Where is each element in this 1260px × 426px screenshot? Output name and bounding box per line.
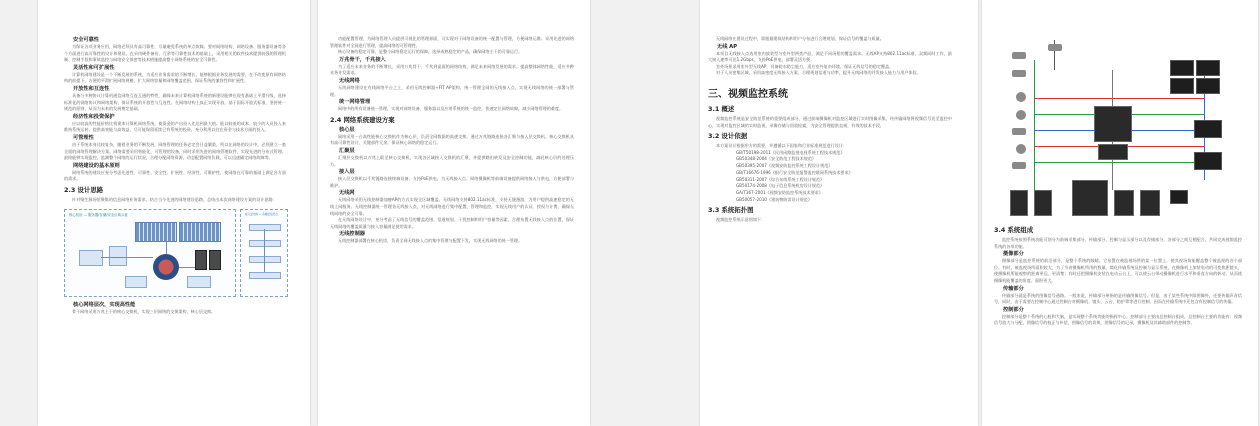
monitor-icon (1194, 120, 1222, 138)
paragraph: 为了适应未来业务的不断增长，采用万兆骨干、千兆到桌面的网络结构，满足未来网络发展的需求。提高整体网络性能，适应多种业务并发需求。 (330, 63, 574, 76)
monitor-icon (1196, 78, 1220, 94)
subheading: 经济性和投资保护 (73, 113, 115, 120)
rack-icon (195, 250, 207, 270)
standard-item: GA/T367-2001《视频安防监控系统技术要求》 (736, 189, 823, 195)
paragraph: 本项目无线接入点选用室内放装型与室外型两类产品，满足不同场景的覆盖需求。无线AP支持802.11ac标准，双频同时工作，最大接入速率可达1.2Gbps，支持PoE供电，部署灵活方便。 (708, 50, 952, 63)
dome-camera-icon (1016, 110, 1026, 120)
figure-access-title: 接入层交换 — 各楼层信息点 (245, 212, 278, 216)
subheading: 核心网络层次，实现高性能 (73, 301, 136, 308)
server-icon (79, 250, 103, 266)
subheading: 核心层 (339, 126, 355, 133)
paragraph: 无线网络在建设过程中，需根据建筑结构和用户分布进行合理规划，保证信号的覆盖与质量。 (716, 36, 884, 41)
section-heading: 2.3 设计思路 (64, 185, 104, 194)
subheading: 无线网络 (339, 77, 360, 84)
paragraph: 接入层交换机以千兆链路连接终端设备，支持PoE供电，为无线接入点、网络摄像机等前端设备提供网络接入与供电，方便部署与维护。 (330, 176, 574, 188)
page-3-content (700, 36, 978, 224)
monitor-icon (1170, 78, 1194, 94)
standard-item: GB50174-2008《电子信息系统机房设计规范》 (736, 183, 825, 189)
page-2 (318, 0, 590, 426)
paragraph: 应以较高的性能价格比构建本计算机网络系统，使资金的产出投入比达到最大值。能以较低的成本、较少的人员投入来维持系统运转，提供高效能与高效益。尽可能保留延续已有系统的投资，充分利用以往在资金与技术方面的投入。 (64, 120, 286, 133)
figure-core-area (64, 209, 236, 297)
subheading: 传输部分 (1003, 285, 1024, 292)
cctv-topology-diagram (994, 40, 1242, 218)
paragraph: 对于人员密集区域，采用高密度无线接入方案，合理规划信道与功率，提升无线网络的并发接入能力与用户体验。 (716, 70, 921, 76)
subheading: 汇聚层 (339, 147, 355, 154)
paragraph: 无线控制器部署在核心机房，负责全网无线接入点的集中管理与配置下发，实现无线网络的统一管理。 (338, 238, 523, 244)
section-text: 监控系统按照系统功能可划分为前端采集部分、传输部分、控制与显示部分以及存储部分，各部分之间互相配合，共同完成视频监控系统的各项功能。 (994, 237, 1242, 249)
switch-icon (1098, 144, 1128, 160)
dome-camera-icon (1016, 92, 1026, 102)
storage-icon (187, 276, 211, 288)
section-heading: 3.4 系统组成 (994, 226, 1034, 234)
section-text: 视频监控系统示意图如下： (716, 217, 766, 223)
page-1-content (38, 36, 310, 315)
camera-icon (1012, 52, 1026, 59)
rack-icon (1140, 190, 1160, 216)
figure-access-area (240, 209, 288, 297)
camera-icon (1012, 70, 1026, 77)
standard-item: GB/T16676-1996《银行安全防范报警监控联网系统技术要求》 (736, 169, 853, 175)
storage-icon (125, 276, 147, 288)
storage-array-icon (1072, 180, 1108, 216)
monitor-icon (1170, 60, 1194, 76)
link-line (179, 267, 195, 268)
rack-icon (1114, 190, 1134, 216)
page-4 (982, 0, 1258, 426)
paragraph: 具备与多种协议计算机通信网络互连互通的特性，确保未来计算机网络系统的新建设能够在现有基础上平滑升级，选择标准化的网络协议和网络架构，保证系统的开放性与互连性。在网络结构上真正实现开放，基于国际开放式标准，坚持统一规范的原则，从而为未来的发展奠定基础。 (64, 92, 286, 112)
rack-icon (209, 250, 221, 270)
subheading: 网络建设的基本原则 (73, 162, 120, 169)
standard-item: GB50057-2010《建筑物防雷设计规范》 (736, 196, 812, 202)
link-line (166, 240, 167, 254)
monitor-icon (1196, 60, 1220, 76)
paragraph: 功能配置管理，为网络管理人员提供可视化的管理界面，可实现对于网络设备的统一配置与管理，方便网络运维。采用先进的网络管理软件对全网进行管理，提高网络的可管理性。 (330, 36, 574, 48)
section-text: 本方案设计根据甲方的需要，并遵循以下国家和行业标准规范进行设计： (716, 143, 847, 149)
subheading: 无线 AP (717, 43, 737, 50)
camera-icon (1012, 128, 1026, 135)
paragraph: 摄像部分是监控系统的前沿部分，是整个系统的眼睛。它布置在被监视场所的某一位置上，使其视场角能覆盖整个被监视的各个部位。有时，被监视场所面积较大，为了节省摄像机所用的数量、简化传输系统及控制与显示系统，在摄像机上加装电动的可变焦距镜头，使摄像机所能观察的距离更远、更清楚；有时还把摄像机安装在电动云台上，可以使云台带动摄像机进行水平和垂直方向的转动，从而使摄像机能覆盖的角度、面积更大。 (994, 258, 1242, 283)
page-1-blocks (64, 37, 286, 183)
rack-icon (1034, 190, 1052, 216)
standard-item: GB50395-2007《视频安防监控系统工程设计规范》 (736, 163, 833, 169)
section-text: 视频监控系统是安全防范系统的重要组成部分，通过前端摄像机对监控区域进行实时图像采集，经传输网络将视频信号送至监控中心，实现对监控区域的实时监视、录像存储与回放检索，为安全管理提供直观、有效的技术手段。 (708, 115, 952, 128)
subheading: 无线网 (339, 190, 355, 197)
switch-array-icon (135, 222, 177, 242)
paragraph: 控制部分是整个系统的心脏和大脑，是实现整个系统功能的指挥中心。控制部分主要由总控制台组成，总控制台主要的功能有：视频信号放大与分配，图像信号的校正与补偿，图像信号的切换，图像信号的记录，摄像机及其辅助部件的控制等。 (994, 313, 1242, 326)
network-figure (64, 207, 286, 299)
subheading: 接入层 (339, 169, 355, 176)
subheading: 灵活性和可扩展性 (73, 64, 115, 71)
access-switch-icon (249, 224, 281, 231)
section-text: 针对聚生源场馆聚集的信息网络业务需求，结合当今先进的网络建设思路，总结出本次网络建设方案的设计思路： (72, 196, 277, 202)
page-1-after-figure (64, 302, 286, 316)
paragraph: 为保证各项业务应用，网络必须具有高可靠性，尽量避免系统的单点故障。要对网络结构、网络设备、服务器设备等各个方面进行高可靠性的设计和建设。在采用硬件备份、冗余等可靠性技术的基础上，采用相关的软件技术提供较强的管理机制、控制手段和事故监控与网络安全保密等技术措施提高整个网络系统的安全可靠性。 (64, 44, 286, 63)
paragraph: 核心设备的稳定可靠，是整个网络稳定运行的保障，选择成熟稳定的产品，确保网络主干的可靠运行。 (338, 49, 523, 55)
server-icon (109, 246, 127, 266)
subheading: 无线控制器 (339, 231, 365, 238)
ptz-camera-icon (1048, 44, 1062, 51)
subheading: 安全可靠性 (73, 37, 99, 43)
standard-item: GB50348-2004《安全防范工程技术规范》 (736, 156, 817, 162)
paragraph: 骨干网络采用万兆主干的核心交换机，实现三层网络的交换架构，核心层交换。 (72, 308, 216, 314)
subheading: 控制部分 (1003, 306, 1024, 313)
section-heading: 3.3 系统拓扑图 (708, 206, 754, 215)
subheading: 开放性和互连性 (73, 85, 110, 92)
access-switch-icon (249, 256, 281, 263)
page-4-content (982, 36, 1258, 327)
workstation-icon (1170, 190, 1188, 204)
rack-icon (1010, 190, 1028, 216)
paragraph: 传输部分就是系统的图像信号通路。一般来说，传输部分单指的是传输图像信号。但是，由于某些系统中除图像外，还要传输声音信号，同时，由于需要在控制中心通过控制台对摄像机、镜头、云台、防护罩等进行控制，因而在传输系统中还包含有控制信号的传输。 (994, 292, 1242, 305)
link-line (1034, 98, 1204, 99)
access-switch-icon (249, 272, 281, 279)
page-3 (700, 0, 978, 426)
subheading: 可管理性 (73, 134, 94, 141)
paragraph: 由于系统本身比较复杂，随着业务的不断发展，网络管理的任务必定会日益繁重，所以在网络的设计中，必须建立一套全面的网络管理解决方案。网络需要采用智能化、可管理的设备，同时采用先进的网络管理软件，实现先进的分布式管理。最终能够实现监控、监测整个网络的运行状况，合理分配网络资源，动态配置网络负载，可以迅速确定网络故障等。 (64, 141, 286, 161)
link-line (1034, 162, 1204, 163)
standards-list (708, 150, 952, 204)
page-2-body-blocks (330, 127, 574, 245)
paragraph: 网络采用一台高性能核心交换机作为核心层，负责全网数据的高速交换，通过万兆链路连接各汇聚与接入层交换机。核心交换机具有高可靠性设计，关键部件冗余，保证核心网络的稳定运行。 (330, 133, 574, 146)
link-line (101, 257, 153, 258)
switch-array-icon (179, 222, 221, 242)
standard-item: GB/T50198-2011《民用闭路监视电视系统工程技术规范》 (736, 149, 845, 155)
paragraph: 室外场景采用室外型无线AP，具备防水防尘能力，适应室外复杂环境，保证无线信号的稳定覆盖。 (716, 63, 894, 69)
section-heading: 2.4 网络系统建设方案 (330, 115, 395, 124)
core-switch-icon (153, 254, 179, 280)
subheading: 统一网络管理 (339, 99, 371, 106)
paragraph: 汇聚层交换机以万兆上联至核心交换机，实现各区域接入交换机的汇聚，并提供路由转发及安全控制功能，减轻核心层的处理压力。 (330, 154, 574, 167)
page-1 (38, 0, 310, 426)
standard-item: GB50311-2007《综合布线系统工程设计规范》 (736, 176, 825, 182)
monitor-icon (1194, 152, 1222, 170)
paragraph: 无线网络建设在有线网络平台之上，采用无线控制器+FIT AP架构，统一管理全网的无线接入点，实现无线网络的统一部署与管理。 (330, 84, 574, 97)
section-heading: 3.1 概述 (708, 104, 735, 113)
paragraph: 网络中的所有设备统一管理，实现对网络设备、服务器以及应用系统的统一监控，快速定位网络故障，减少网络管理的难度。 (338, 106, 564, 112)
paragraph: 网络系统的建设应充分考虑先进性、可靠性、安全性、扩展性、经济性、可维护性，使网络在可靠的基础上满足各方面的需求。 (64, 169, 286, 182)
dome-camera-icon (1016, 144, 1026, 154)
link-line (1034, 60, 1035, 192)
link-line (264, 229, 265, 272)
chapter-heading: 三、视频监控系统 (708, 88, 788, 100)
paragraph: 在无线网络设计中，充分考虑了无线信号的覆盖范围、信道规划、干扰控制和用户容量等因素，合理布置无线接入点的位置，保证无线网络的覆盖质量与接入容量满足使用需求。 (330, 217, 574, 229)
subheading: 万兆骨干，千兆接入 (339, 56, 386, 63)
paragraph: 计算机网络建设是一个不断发展的系统，为适应业务需求的不断增长，能够根据业务发展的需要，在不改变原有网络结构的前提下，方便的平滑扩展网络规模，扩大网络容量和网络覆盖范围，保证系统的兼容性和扩展性。 (64, 71, 286, 84)
subheading: 摄像部分 (1003, 251, 1024, 258)
page-4-blocks (994, 251, 1242, 327)
access-switch-icon (249, 240, 281, 247)
nvr-server-icon (1094, 106, 1132, 142)
camera-icon (1012, 162, 1026, 169)
paragraph: 无线网络采用无线控制器加瘦AP的方式实现全区域覆盖。无线网络支持802.11ac标准，支持无缝漫游，为用户提供高速稳定的无线上网服务。无线控制器统一管理各无线接入点，对无线网络进行集中配置、管理和监控，实现无线用户的认证、授权与计费，确保无线网络的安全可靠。 (330, 197, 574, 216)
section-heading: 3.2 设计依据 (708, 132, 748, 141)
page-2-top-blocks (330, 36, 574, 113)
page-3-top-blocks (708, 36, 952, 77)
page-2-content (318, 36, 590, 245)
figure-core-title: 核心机房 — 服务器/存储/安全区域示意 (69, 212, 128, 217)
